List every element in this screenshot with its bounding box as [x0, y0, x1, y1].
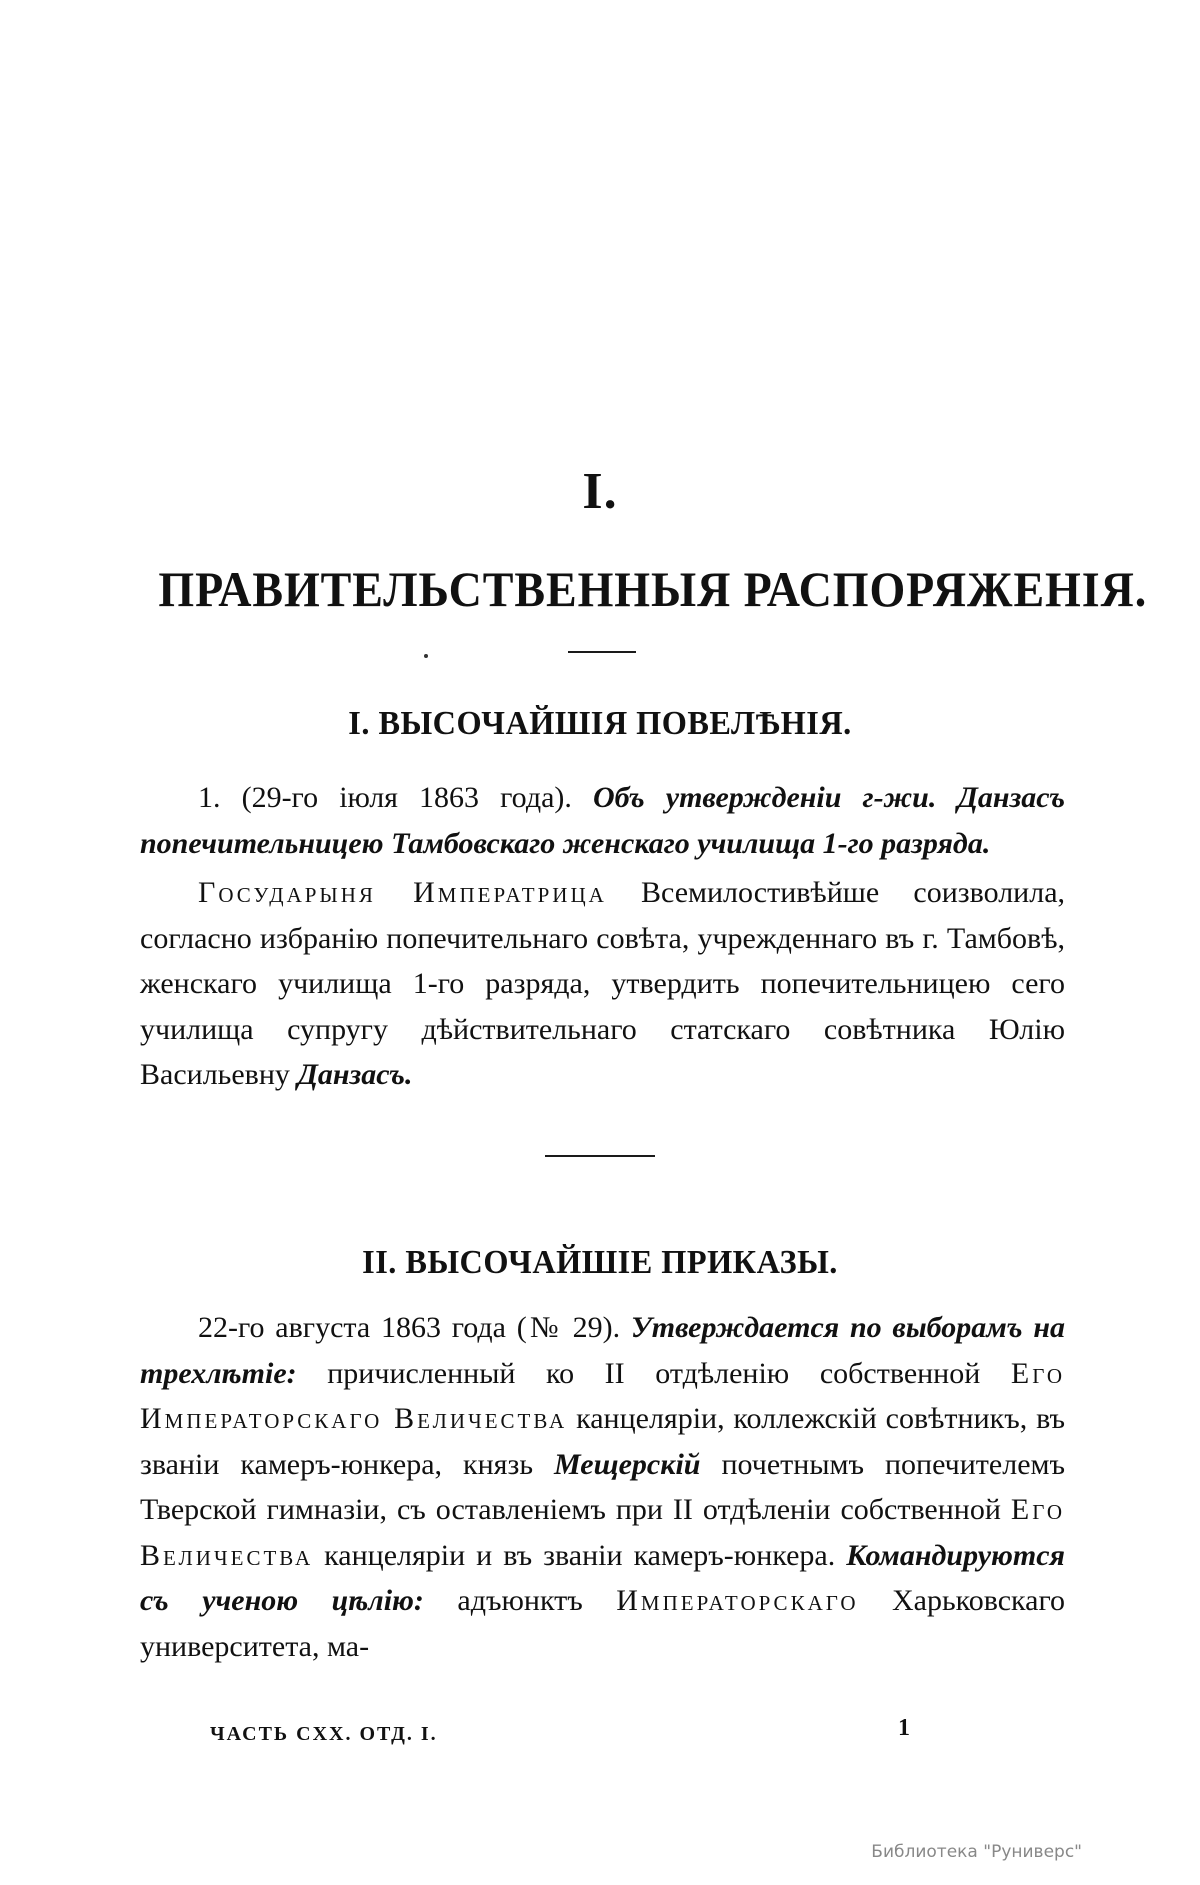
- entry-1-heading: [140, 775, 1065, 866]
- paragraph-2-spaced-2: Его Величества: [140, 1493, 1066, 1572]
- paragraph-2-spaced-1: Его Императорскаго Величества: [140, 1356, 1066, 1435]
- entry-1-title: Объ утвержденіи г-жи. Данзасъ попечительницею Тамбовскаго женскаго училища 1-го разряда.: [140, 781, 1066, 860]
- entry-1-number-date: 1. (29-го іюля 1863 года).: [198, 781, 572, 814]
- paragraph-2-text-4: канцеляріи и въ званіи камеръ-юнкера.: [324, 1538, 836, 1572]
- footer-page-number: 1: [898, 1715, 910, 1741]
- paragraph-1-name: Данзасъ.: [297, 1058, 413, 1091]
- footer-part-section: ЧАСТЬ CXX. ОТД. I.: [210, 1723, 438, 1745]
- paragraph-2-italic-2: Командируются съ ученою цѣлію:: [140, 1538, 1066, 1617]
- paragraph-2-text-5: адъюнктъ: [457, 1584, 583, 1617]
- library-watermark: Библиотека "Руниверс": [871, 1842, 1082, 1862]
- divider-rule-top: [568, 651, 636, 653]
- paragraph-2-text-6: Харьковскаго университета, ма-: [140, 1584, 1066, 1663]
- paragraph-1: [140, 870, 1065, 1098]
- paragraph-2-text-1: причисленный ко II отдѣленію собственной: [327, 1356, 981, 1390]
- subsection-title-2: II. ВЫСОЧАЙШІЕ ПРИКАЗЫ.: [362, 1244, 838, 1281]
- section-numeral: I.: [582, 463, 618, 520]
- paragraph-2-spaced-3: Императорскаго: [616, 1584, 859, 1617]
- divider-rule-middle: [545, 1155, 655, 1157]
- paragraph-2-text-3: почетнымъ попечителемъ Тверской гимназіи, съ оставленіемъ при II отдѣленіи собственной: [140, 1447, 1066, 1526]
- paragraph-2: [140, 1305, 1065, 1669]
- paragraph-2-text-2: канцеляріи, коллежскій совѣтникъ, въ званіи камеръ-юнкера, князь: [140, 1402, 1065, 1481]
- paragraph-2-italic-1: Утверждается по выборамъ на трехлѣтіе:: [140, 1311, 1065, 1390]
- paragraph-2-italic-name: Мещерскій: [554, 1447, 701, 1481]
- subsection-title-1: I. ВЫСОЧАЙШІЯ ПОВЕЛѢНІЯ.: [348, 705, 852, 742]
- paragraph-1-text: Всемилостивѣйше соизволила, согласно избранію попечительнаго совѣта, учрежденнаго въ г. Тамбовѣ, женскаго училища 1-го разряда, утвердить попечительницею сего училища супругу дѣйствительнаго статскаго совѣтника Юлію Васильевну: [140, 876, 1066, 1091]
- main-title: ПРАВИТЕЛЬСТВЕННЫЯ РАСПОРЯЖЕНІЯ.: [158, 561, 1148, 617]
- paragraph-1-lead: Государыня Императрица: [198, 876, 607, 909]
- print-speck: [424, 654, 428, 658]
- paragraph-2-date: 22-го августа 1863 года (№ 29).: [198, 1311, 621, 1344]
